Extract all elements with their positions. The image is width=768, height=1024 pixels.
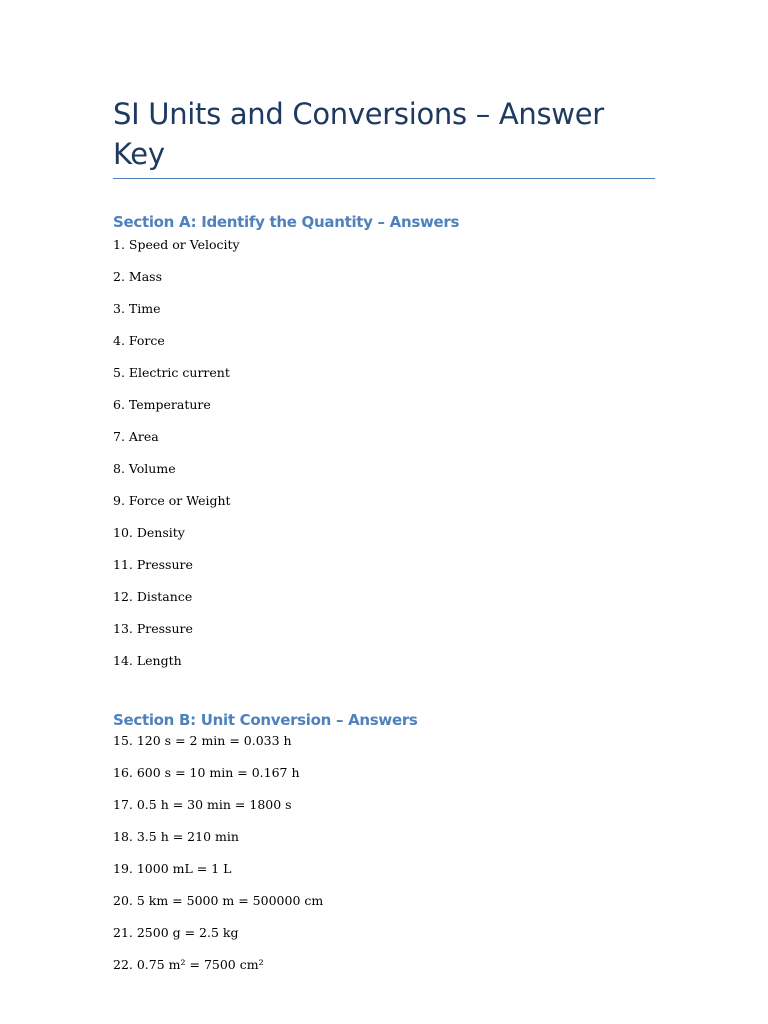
answer-item: 7. Area xyxy=(113,429,159,444)
answer-item: 12. Distance xyxy=(113,589,193,604)
answer-item: 13. Pressure xyxy=(113,621,193,636)
answer-item: 17. 0.5 h = 30 min = 1800 s xyxy=(113,797,292,812)
answer-item: 9. Force or Weight xyxy=(113,493,231,508)
answer-item: 5. Electric current xyxy=(113,365,230,380)
answer-item: 19. 1000 mL = 1 L xyxy=(113,861,232,876)
answer-item: 2. Mass xyxy=(113,269,162,284)
answer-item: 15. 120 s = 2 min = 0.033 h xyxy=(113,733,292,748)
section-a-heading: Section A: Identify the Quantity – Answers xyxy=(113,213,460,231)
answer-item: 11. Pressure xyxy=(113,557,193,572)
answer-item: 18. 3.5 h = 210 min xyxy=(113,829,239,844)
document-page xyxy=(113,94,655,989)
section-b-heading: Section B: Unit Conversion – Answers xyxy=(113,711,418,729)
answer-item: 21. 2500 g = 2.5 kg xyxy=(113,925,239,940)
section-b-answer-list xyxy=(113,733,655,989)
document-title: SI Units and Conversions – Answer Key xyxy=(113,94,655,179)
answer-item: 22. 0.75 m² = 7500 cm² xyxy=(113,957,264,972)
section-a-answer-list xyxy=(113,237,655,685)
answer-item: 14. Length xyxy=(113,653,182,668)
answer-item: 3. Time xyxy=(113,301,161,316)
answer-item: 1. Speed or Velocity xyxy=(113,237,240,252)
answer-item: 8. Volume xyxy=(113,461,176,476)
answer-item: 20. 5 km = 5000 m = 500000 cm xyxy=(113,893,324,908)
answer-item: 6. Temperature xyxy=(113,397,211,412)
answer-item: 16. 600 s = 10 min = 0.167 h xyxy=(113,765,300,780)
answer-item: 10. Density xyxy=(113,525,185,540)
answer-item: 4. Force xyxy=(113,333,165,348)
